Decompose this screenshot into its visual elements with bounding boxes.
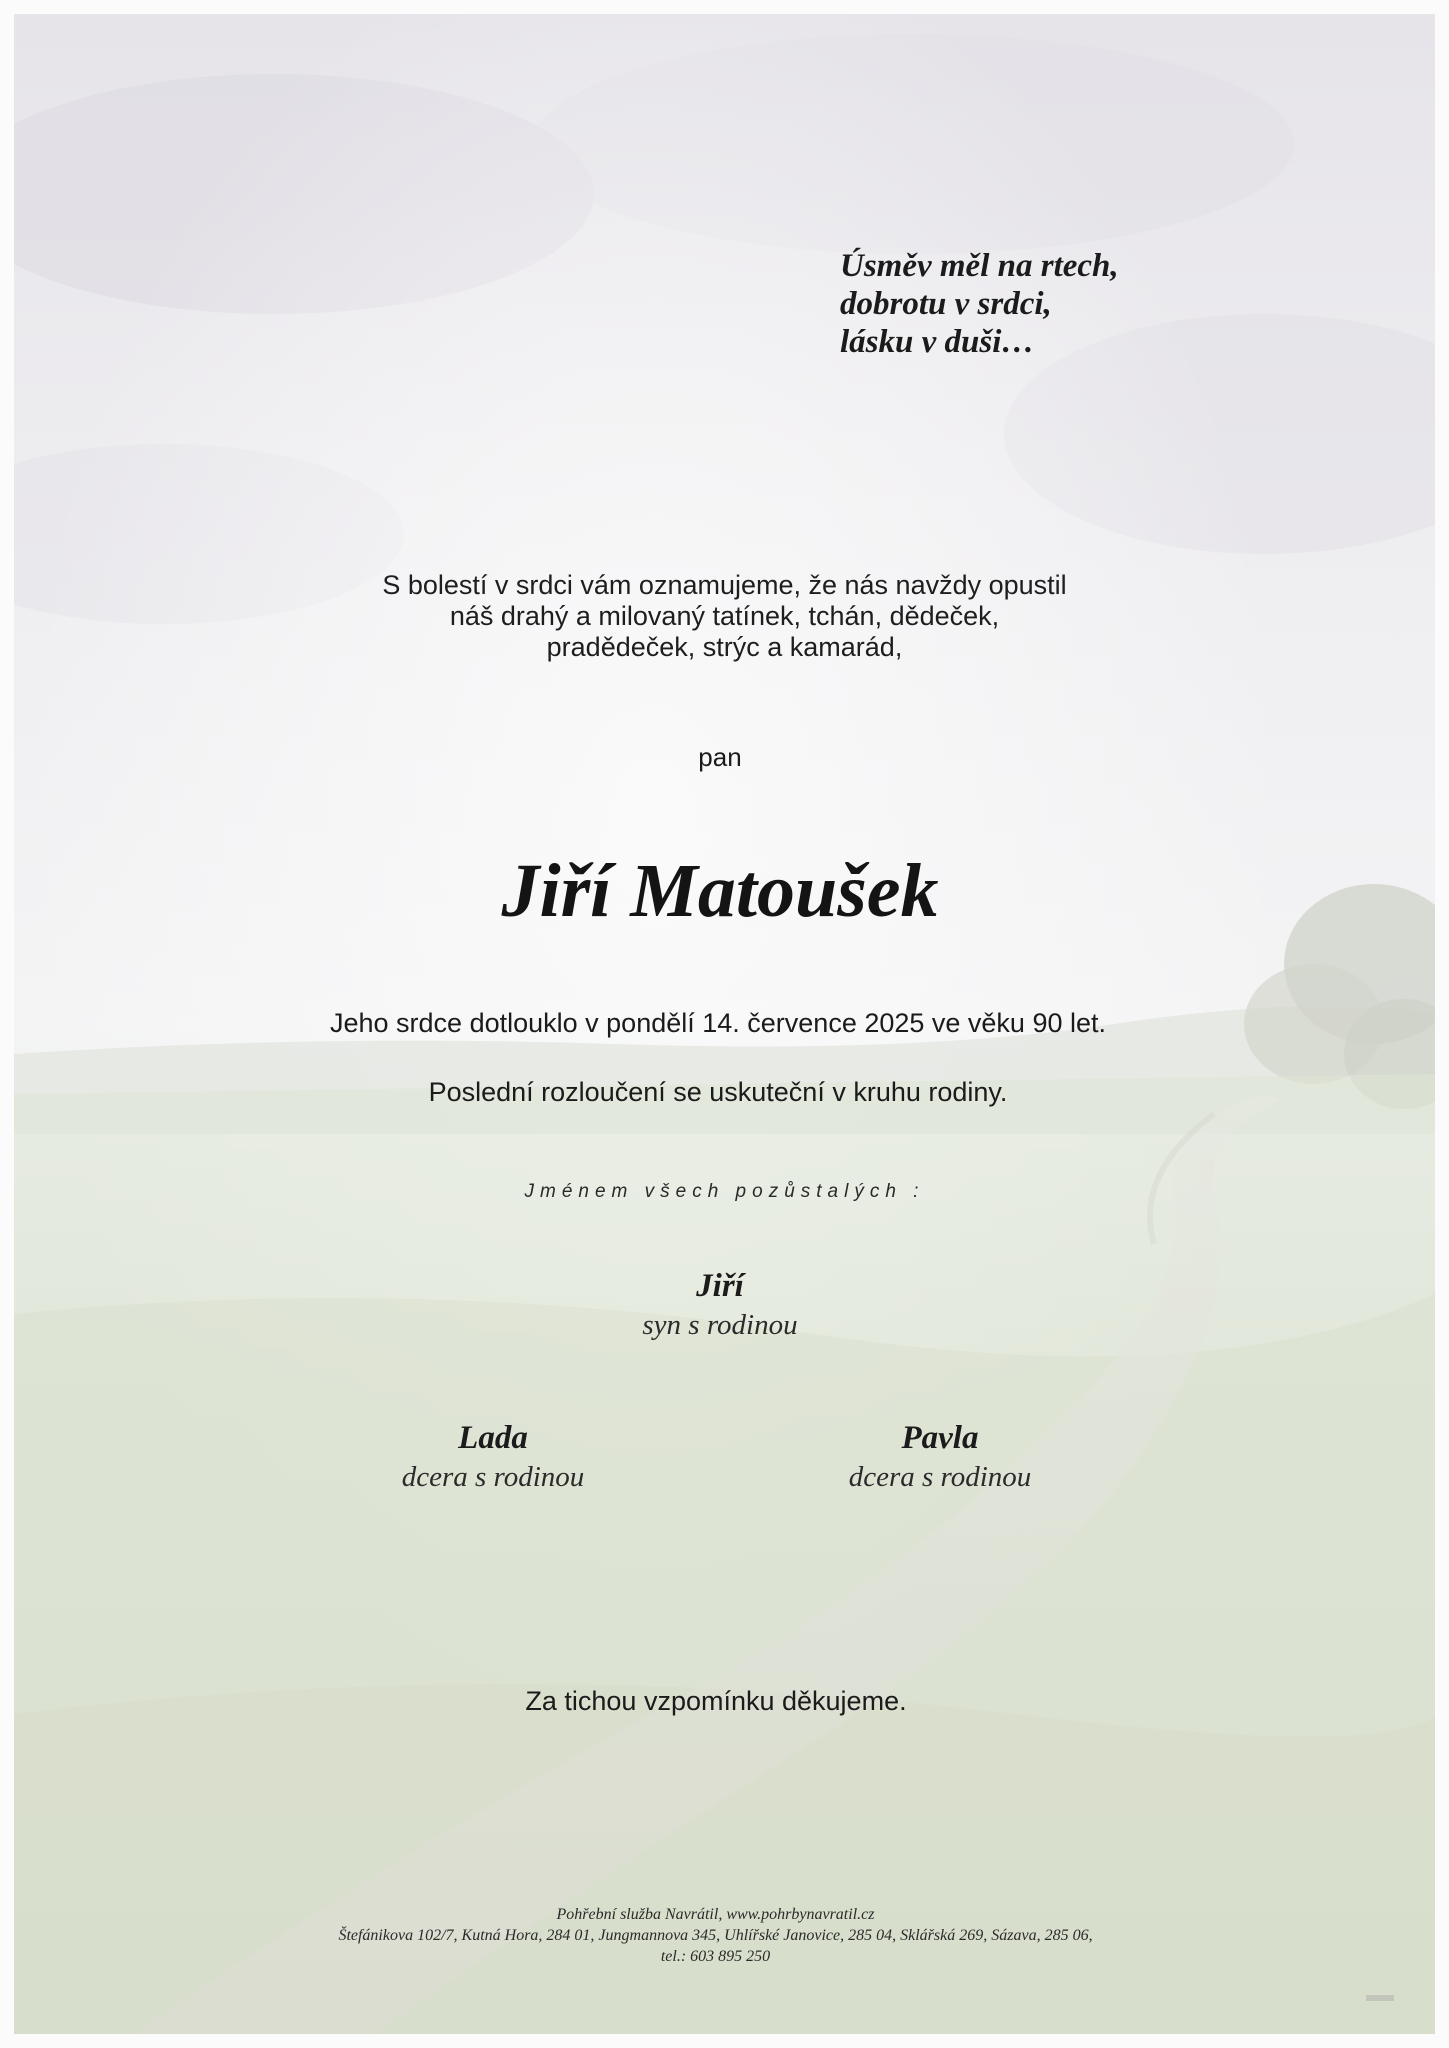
on-behalf-heading: Jménem všech pozůstalých :	[524, 1181, 925, 1202]
honorific: pan	[698, 742, 742, 772]
farewell-notice: Poslední rozloučení se uskuteční v kruhu rodiny.	[428, 1077, 1008, 1107]
mourner-daughter-1	[293, 1420, 693, 1494]
footer-line: Pohřební služba Navrátil, www.pohrbynavratil.cz	[556, 1906, 875, 1923]
mourner-relation: dcera s rodinou	[848, 1461, 1032, 1493]
motto-line: dobrotu v srdci,	[840, 286, 1052, 322]
funeral-service-footer	[0, 1904, 1431, 1967]
footer-line: tel.: 603 895 250	[660, 1948, 771, 1965]
mourner-name: Pavla	[901, 1420, 979, 1456]
motto-line: Úsměv měl na rtech,	[840, 248, 1119, 284]
footer-line: Štefánikova 102/7, Kutná Hora, 284 01, Jungmannova 345, Uhlířské Janovice, 285 04, Sklářská 269, Sázava, 285 06,	[338, 1927, 1093, 1944]
announcement-line: náš drahý a milovaný tatínek, tchán, dědeček,	[449, 601, 1000, 631]
mourner-daughter-2	[740, 1420, 1140, 1494]
death-notice: Jeho srdce dotlouklo v pondělí 14. července 2025 ve věku 90 let.	[330, 1008, 1106, 1038]
mourner-name: Lada	[458, 1420, 528, 1456]
thanks-message: Za tichou vzpomínku děkujeme.	[525, 1686, 907, 1716]
motto-quote	[840, 247, 1119, 361]
announcement-line: S bolestí v srdci vám oznamujeme, že nás navždy opustil	[382, 570, 1067, 600]
printer-mark-icon	[1366, 1993, 1394, 2003]
announcement-text	[0, 570, 1449, 663]
mourner-relation: dcera s rodinou	[401, 1461, 585, 1493]
deceased-name: Jiří Matoušek	[501, 849, 939, 933]
mourner-son	[520, 1268, 920, 1342]
mourner-name: Jiří	[696, 1268, 744, 1304]
motto-line: lásku v duši…	[840, 324, 1035, 360]
mourner-relation: syn s rodinou	[642, 1309, 798, 1341]
announcement-line: pradědeček, strýc a kamarád,	[546, 632, 903, 662]
